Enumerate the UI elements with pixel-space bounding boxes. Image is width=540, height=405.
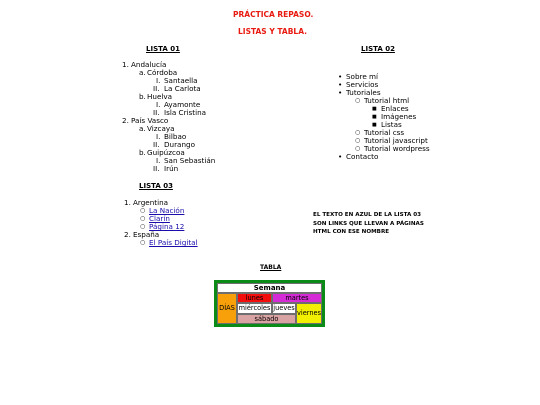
list-item: Tutorial javascript: [364, 136, 428, 145]
list-item: Tutorial html: [364, 96, 410, 105]
list-item: Huelva: [147, 92, 173, 101]
list-item: Contacto: [346, 152, 379, 161]
list-marker: b.: [139, 92, 146, 101]
table-cell-lunes: lunes: [237, 293, 272, 303]
link-pagina-12[interactable]: Página 12: [149, 222, 185, 231]
list-item: Enlaces: [381, 104, 409, 113]
bullet-circle-icon: ○: [355, 145, 361, 152]
list-marker: 2.: [124, 230, 131, 239]
list-item: Servicios: [346, 80, 379, 89]
table-cell-jueves: jueves: [273, 304, 295, 313]
bullet-disc-icon: •: [338, 72, 343, 81]
list-item: Tutorial css: [364, 128, 405, 137]
bullet-circle-icon: ○: [140, 207, 146, 214]
list-marker: II.: [153, 164, 160, 173]
bullet-square-icon: ■: [372, 106, 377, 112]
list-item: Durango: [164, 140, 195, 149]
note-line: SON LINKS QUE LLEVAN A PÁGINAS: [313, 220, 424, 227]
list-item: Tutorial wordpress: [364, 144, 430, 153]
list-marker: 2.: [122, 116, 129, 125]
list-item: Imágenes: [381, 112, 417, 121]
list-item: Irún: [164, 164, 179, 173]
note-line: HTML CON ESE NOMBRE: [313, 229, 390, 235]
lista02-heading: LISTA 02: [361, 45, 395, 53]
table-cell-sabado: sábado: [237, 314, 296, 324]
list-marker: I.: [156, 132, 161, 141]
list-item: Bilbao: [164, 132, 187, 141]
table-cell-dias: DÍAS: [217, 293, 237, 324]
list-marker: 1.: [124, 198, 131, 207]
list-item: España: [133, 230, 160, 239]
table-cell-viernes: viernes: [296, 303, 322, 324]
list-marker: 1.: [122, 60, 129, 69]
list-marker: II.: [153, 108, 160, 117]
bullet-circle-icon: ○: [355, 137, 361, 144]
link-clarin[interactable]: Clarín: [149, 214, 170, 223]
list-item: La Carlota: [164, 84, 201, 93]
bullet-circle-icon: ○: [355, 129, 361, 136]
list-item: Andalucía: [131, 60, 167, 69]
bullet-square-icon: ■: [372, 114, 377, 120]
list-marker: a.: [139, 68, 146, 77]
list-item: País Vasco: [131, 116, 169, 125]
note-line: EL TEXTO EN AZUL DE LA LISTA 03: [313, 212, 422, 218]
table-cell-miercoles: miércoles: [238, 304, 271, 313]
note-text: [313, 211, 424, 237]
list-item: Tutoriales: [346, 88, 381, 97]
list-marker: II.: [153, 140, 160, 149]
tabla-heading: TABLA: [260, 264, 282, 271]
bullet-circle-icon: ○: [140, 215, 146, 222]
bullet-circle-icon: ○: [140, 223, 146, 230]
list-item: Guipúzcoa: [147, 148, 185, 157]
list-item: Vizcaya: [147, 124, 175, 133]
page-subtitle: LISTAS Y TABLA.: [238, 27, 307, 36]
list-marker: b.: [139, 148, 146, 157]
list-marker: II.: [153, 84, 160, 93]
schedule-table: [214, 280, 325, 327]
list-item: Listas: [381, 120, 402, 129]
list-item: Ayamonte: [164, 100, 201, 109]
list-marker: a.: [139, 124, 146, 133]
table-header-semana: Semana: [217, 283, 322, 293]
bullet-square-icon: ■: [372, 122, 377, 128]
bullet-disc-icon: •: [338, 80, 343, 89]
list-item: San Sebastián: [164, 156, 216, 165]
list-marker: I.: [156, 76, 161, 85]
list-marker: I.: [156, 156, 161, 165]
list-item: Argentina: [133, 198, 169, 207]
lista03-heading: LISTA 03: [139, 182, 173, 190]
list-item: Córdoba: [147, 68, 178, 77]
bullet-disc-icon: •: [338, 152, 343, 161]
page-title: PRÁCTICA REPASO.: [233, 10, 314, 19]
list-item: Isla Cristina: [164, 108, 207, 117]
list-item: Sobre mí: [346, 72, 379, 81]
link-el-pais-digital[interactable]: El País Digital: [149, 238, 198, 247]
list-marker: I.: [156, 100, 161, 109]
list-item: Santaella: [164, 76, 198, 85]
bullet-disc-icon: •: [338, 88, 343, 97]
table-cell-martes: martes: [272, 293, 322, 303]
bullet-circle-icon: ○: [355, 97, 361, 104]
bullet-circle-icon: ○: [140, 239, 146, 246]
link-la-nacion[interactable]: La Nación: [149, 206, 185, 215]
lista01-heading: LISTA 01: [146, 45, 180, 53]
